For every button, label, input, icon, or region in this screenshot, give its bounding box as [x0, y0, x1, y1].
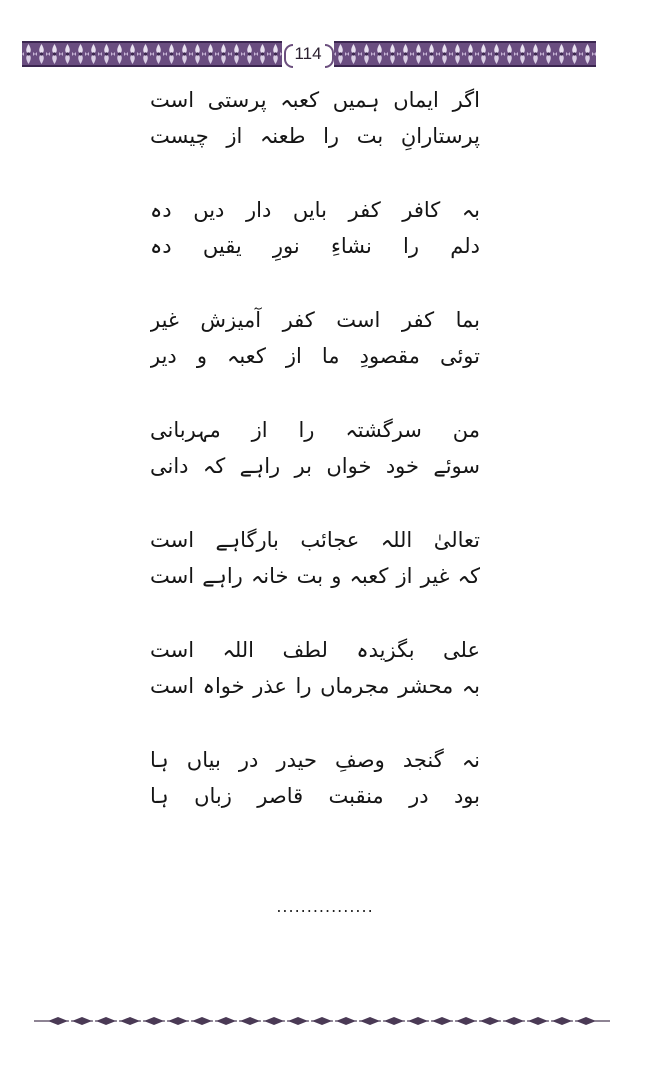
stanza-5	[150, 522, 480, 594]
verse-line: بما کفر است کفر آمیزش غیر	[150, 308, 480, 332]
verse-line: نہ گنجد وصفِ حیدر در بیاں ہا	[150, 748, 480, 772]
verse-line: بود در منقبت قاصر زباں ہا	[150, 784, 480, 808]
verse-line: علی بگزیدہ لطف اللہ است	[150, 638, 480, 662]
verse-line: پرستارانِ بت را طعنہ از چیست	[150, 124, 480, 148]
stanza-4	[150, 412, 480, 484]
verse-line: توئی مقصودِ ما از کعبہ و دیر	[150, 344, 480, 368]
section-end-ellipsis: ................	[276, 897, 374, 916]
floral-band-left-icon	[22, 41, 282, 67]
verse-line: بہ محشر مجرماں را عذر خواہ است	[150, 674, 480, 698]
stanza-1	[150, 82, 480, 154]
diamond-chain-ornament-icon	[34, 1013, 610, 1029]
page-header	[22, 41, 596, 67]
verse-line: سوئے خود خواں بر راہے کہ دانی	[150, 454, 480, 478]
verse-line: اگر ایماں ہمیں کعبہ پرستی است	[150, 88, 480, 112]
stanza-6	[150, 632, 480, 704]
verse-line: من سرگشتہ را از مہربانی	[150, 418, 480, 442]
stanza-7	[150, 742, 480, 814]
poem-body	[150, 82, 480, 814]
verse-line: دلم را نشاءِ نورِ یقیں دہ	[150, 234, 480, 258]
verse-line: کہ غیر از کعبہ و بت خانہ راہے است	[150, 564, 480, 588]
page-number: 114	[294, 44, 322, 63]
stanza-2	[150, 192, 480, 264]
verse-line: تعالیٰ اللہ عجائب بارگاہے است	[150, 528, 480, 552]
floral-band-right-icon	[334, 41, 596, 67]
verse-line: بہ کافر کفر بایں دار دیں دہ	[150, 198, 480, 222]
stanza-3	[150, 302, 480, 374]
